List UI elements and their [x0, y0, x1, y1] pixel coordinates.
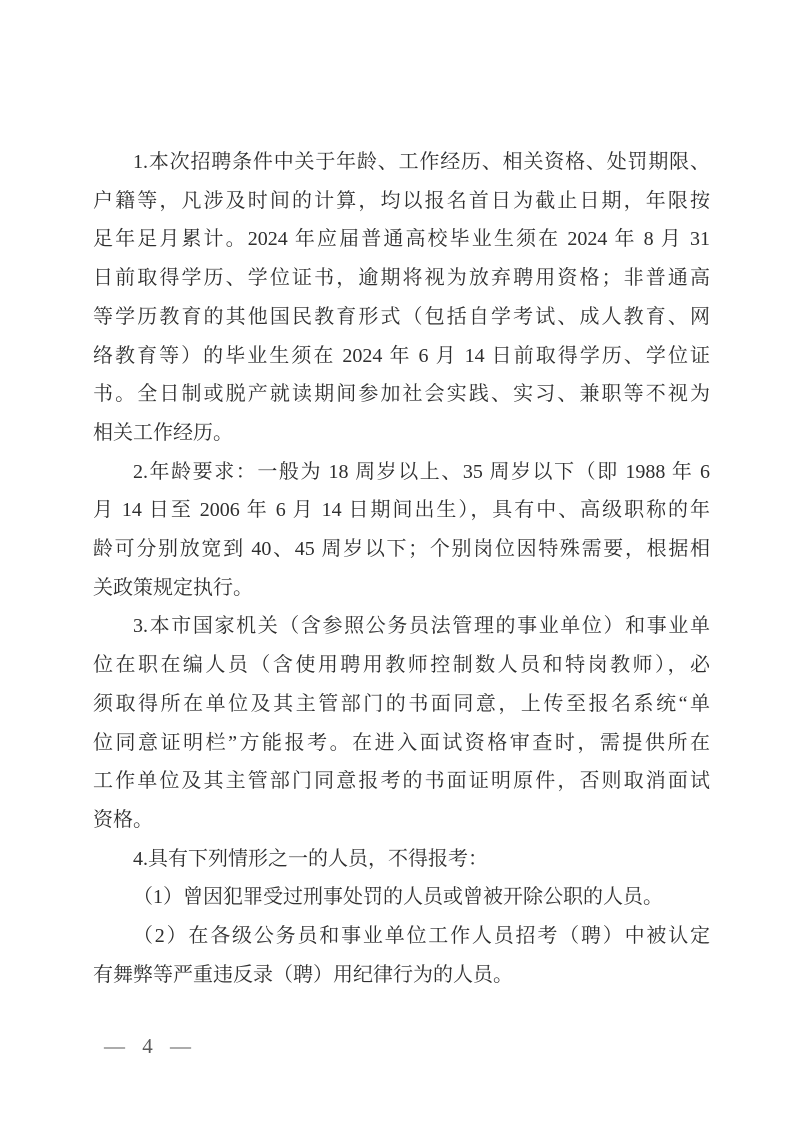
text-line: 须取得所在单位及其主管部门的书面同意，上传至报名系统“单 [93, 692, 710, 715]
text-line: 1.本次招聘条件中关于年龄、工作经历、相关资格、处罚期限、 [133, 151, 710, 173]
text-line: 龄可分别放宽到 40、45 周岁以下；个别岗位因特殊需要，根据相 [93, 538, 710, 561]
text-line: 书。全日制或脱产就读期间参加社会实践、实习、兼职等不视为 [93, 383, 710, 406]
text-line: 3.本市国家机关（含参照公务员法管理的事业单位）和事业单 [133, 615, 710, 638]
text-line: 月 14 日至 2006 年 6 月 14 日期间出生），具有中、高级职称的年 [93, 499, 710, 522]
text-line: 2.年龄要求：一般为 18 周岁以上、35 周岁以下（即 1988 年 6 [133, 460, 710, 483]
text-line: （2）在各级公务员和事业单位工作人员招考（聘）中被认定 [133, 925, 710, 948]
text-line: 户籍等，凡涉及时间的计算，均以报名首日为截止日期，年限按 [93, 189, 710, 212]
document-body [93, 143, 710, 994]
text-line: 足年足月累计。2024 年应届普通高校毕业生须在 2024 年 8 月 31 [93, 228, 710, 251]
page-number: — 4 — [104, 1034, 191, 1058]
text-line: 等学历教育的其他国民教育形式（包括自学考试、成人教育、网 [93, 305, 710, 328]
text-line: 位同意证明栏”方能报考。在进入面试资格审查时，需提供所在 [93, 731, 710, 754]
text-line: 相关工作经历。 [93, 421, 233, 444]
text-line: 有舞弊等严重违反录（聘）用纪律行为的人员。 [93, 963, 513, 986]
paragraph [93, 607, 710, 839]
text-line: 位在职在编人员（含使用聘用教师控制数人员和特岗教师），必 [93, 654, 710, 677]
text-line: 资格。 [93, 808, 153, 831]
text-line: 关政策规定执行。 [93, 576, 253, 599]
paragraph [93, 840, 710, 879]
text-line: 络教育等）的毕业生须在 2024 年 6 月 14 日前取得学历、学位证 [93, 344, 710, 367]
paragraph [93, 143, 710, 453]
text-line: 4.具有下列情形之一的人员，不得报考： [133, 847, 488, 870]
text-line: 日前取得学历、学位证书，逾期将视为放弃聘用资格；非普通高 [93, 267, 710, 290]
paragraph [93, 878, 710, 917]
text-line: （1）曾因犯罪受过刑事处罚的人员或曾被开除公职的人员。 [133, 886, 663, 909]
paragraph [93, 917, 710, 994]
paragraph [93, 453, 710, 608]
text-line: 工作单位及其主管部门同意报考的书面证明原件，否则取消面试 [93, 770, 710, 793]
